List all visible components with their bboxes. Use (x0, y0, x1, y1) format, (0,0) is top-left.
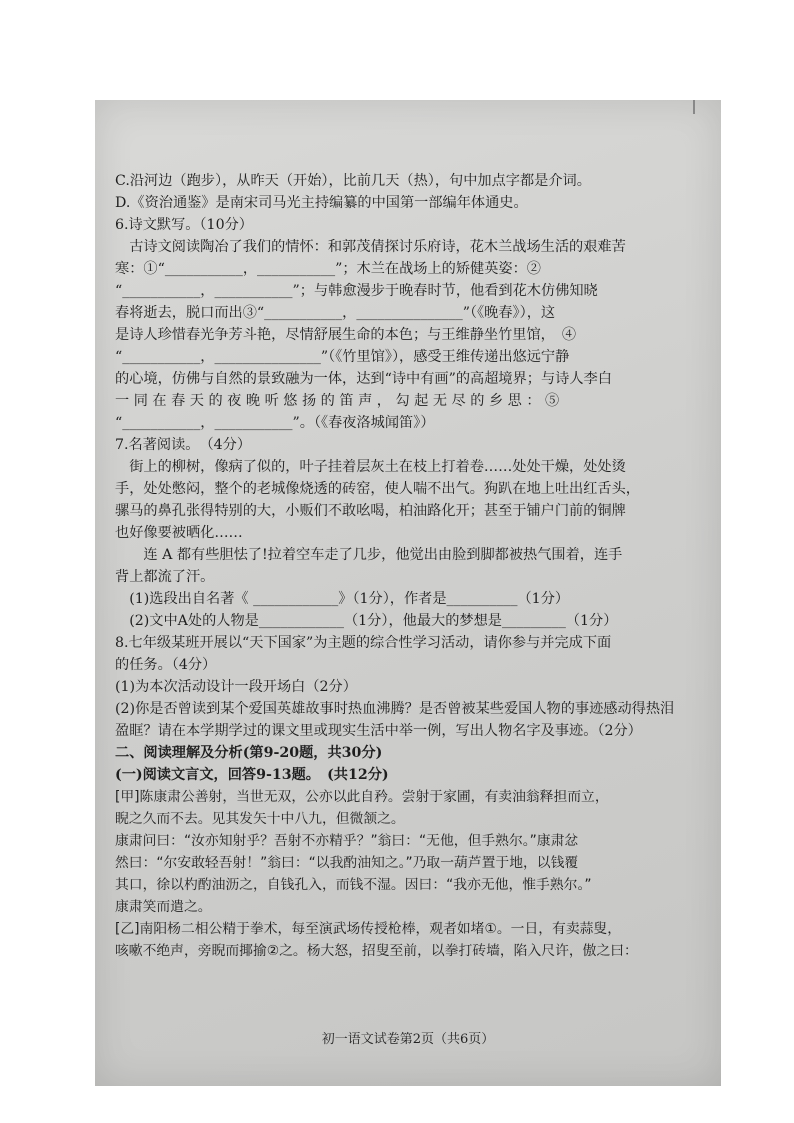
text-line: 康肃问曰：“汝亦知射乎？吾射不亦精乎？”翁曰：“无他，但手熟尔。”康肃忿 (115, 833, 579, 849)
exam-page-content (115, 170, 705, 962)
text-line: 街上的柳树，像病了似的，叶子挂着层灰土在枝上打着卷……处处干燥，处处烫 (115, 459, 626, 475)
text-line: (2)文中A处的人物是____________（1分），他最大的梦想是_________（1分） (115, 613, 618, 629)
text-line: 8.七年级某班开展以“天下国家”为主题的综合性学习活动，请你参与并完成下面 (115, 635, 612, 651)
text-line: 骡马的鼻孔张得特别的大，小贩们不敢吆喝，柏油路化开；甚至于铺户门前的铜牌 (115, 503, 626, 519)
text-line: 7.名著阅读。 （4分） (115, 437, 252, 453)
text-line: 二、阅读理解及分析(第9-20题，共30分) (115, 745, 383, 761)
text-line: 其口，徐以杓酌油沥之，自钱孔入，而钱不湿。因曰：“我亦无他，惟手熟尔。” (115, 877, 592, 893)
text-line: 一 同 在 春 天 的 夜 晚 听 悠 扬 的 笛 声 ， 勾 起 无 尽 的 乡 思 ： ⑤ (115, 393, 560, 409)
text-line: 古诗文阅读陶冶了我们的情怀：和郭茂倩探讨乐府诗，花木兰战场生活的艰难苦 (115, 239, 626, 255)
text-line: (一)阅读文言文，回答9-13题。 (共12分) (115, 767, 389, 783)
text-line: 手，处处憋闷，整个的老城像烧透的砖窑，使人喘不出气。狗趴在地上吐出红舌头， (115, 481, 640, 497)
text-line: 然曰：“尔安敢轻吾射！”翁曰：“以我酌油知之。”乃取一葫芦置于地，以钱覆 (115, 855, 579, 871)
paper-crease-mark (693, 100, 695, 114)
text-line: (2)你是否曾读到某个爱国英雄故事时热血沸腾？是否曾被某些爱国人物的事迹感动得热泪 (115, 701, 675, 717)
text-line: 的心境，仿佛与自然的景致融为一体，达到“诗中有画”的高超境界；与诗人李白 (115, 371, 612, 387)
text-line: 春将逝去，脱口而出③“___________，_______________”（《晚春》），这 (115, 305, 556, 321)
text-line: “___________，___________”。（《春夜洛城闻笛》） (115, 415, 435, 431)
text-line: (1)选段出自名著《 ____________》（1分），作者是__________（1分） (115, 591, 570, 607)
text-line: 盈眶？请在本学期学过的课文里或现实生活中举一例，写出人物名字及事迹。（2分） (115, 723, 642, 739)
text-line: (1)为本次活动设计一段开场白（2分） (115, 679, 357, 695)
text-line: 背上都流了汗。 (115, 569, 215, 585)
text-line: 6.诗文默写。（10分） (115, 217, 253, 233)
text-line: [乙]南阳杨二相公精于拳术，每至演武场传授枪棒，观者如堵①。一日，有卖蒜叟， (115, 921, 622, 937)
text-line: “___________，___________”；与韩愈漫步于晚春时节，他看到花木仿佛知晓 (115, 283, 598, 299)
text-line: C.沿河边（跑步），从昨天（开始），比前几天（热），句中加点字都是介词。 (115, 173, 591, 189)
document-photo (95, 100, 721, 1086)
text-line: 连 A 都有些胆怯了!拉着空车走了几步，他觉出由脸到脚都被热气围着，连手 (115, 547, 623, 563)
page-footer: 初一语文试卷第2页（共6页） (321, 1032, 495, 1047)
text-line: 睨之久而不去。见其发矢十中八九，但微颔之。 (115, 811, 405, 827)
text-line: [甲]陈康肃公善射，当世无双，公亦以此自矜。尝射于家圃，有卖油翁释担而立， (115, 789, 609, 805)
text-line: 康肃笑而遣之。 (115, 899, 212, 915)
text-line: 也好像要被晒化…… (115, 525, 243, 541)
text-line: “___________，_______________”（《竹里馆》），感受王维传递出悠远宁静 (115, 349, 570, 365)
text-line: 寒：①“___________，___________”；木兰在战场上的矫健英姿：② (115, 261, 541, 277)
text-line: D.《资治通鉴》是南宋司马光主持编纂的中国第一部编年体通史。 (115, 195, 528, 211)
text-line: 是诗人珍惜春光争芳斗艳，尽情舒展生命的本色；与王维静坐竹里馆， ④ (115, 327, 577, 343)
text-line: 咳嗽不绝声，旁睨而揶揄②之。杨大怒，招叟至前，以拳打砖墙，陷入尺许，傲之曰： (115, 943, 638, 959)
text-line: 的任务。（4分） (115, 657, 217, 673)
